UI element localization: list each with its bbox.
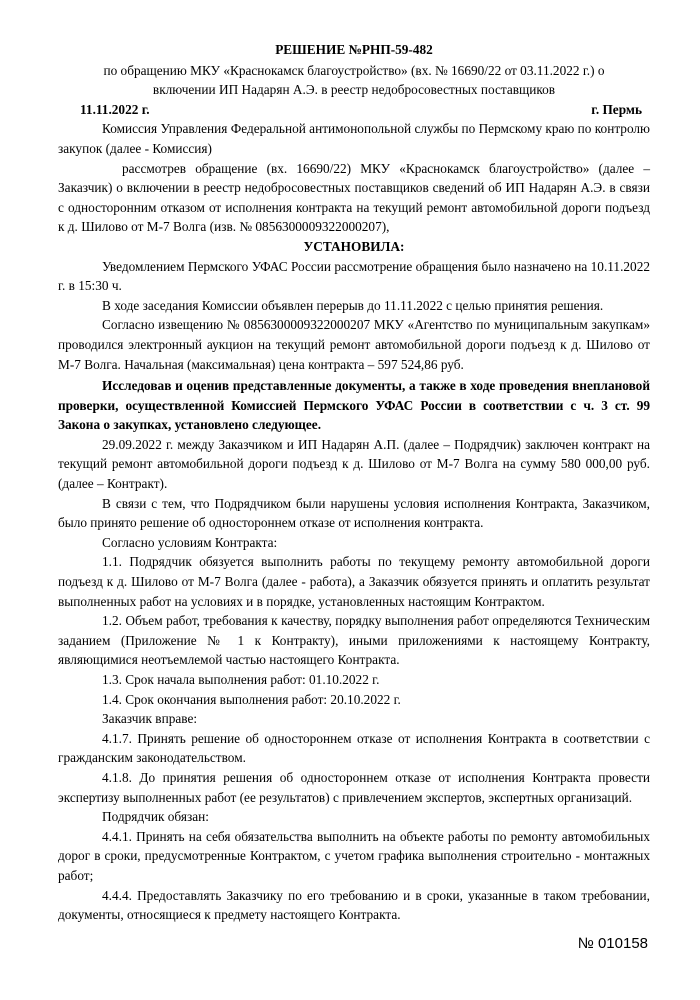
- clause-4-1-7: 4.1.7. Принять решение об одностороннем отказе от исполнения Контракта в соответствии с гражданским законодательством.: [58, 730, 650, 766]
- paragraph-contract-terms: Согласно условиям Контракта:: [102, 534, 278, 550]
- paragraph-violation: В связи с тем, что Подрядчиком были нарушены условия исполнения Контракта, Заказчиком, было принято решение об одностороннем отказе от исполнения контракта.: [58, 495, 650, 531]
- decision-city: г. Пермь: [591, 101, 642, 117]
- customer-rights-heading: Заказчик вправе:: [102, 711, 198, 727]
- paragraph-commission: Комиссия Управления Федеральной антимонопольной службы по Пермскому краю по контролю закупок (далее - Комиссия): [58, 121, 650, 156]
- contractor-duties-heading: Подрядчик обязан:: [102, 809, 209, 825]
- paragraph-contract-concluded: 29.09.2022 г. между Заказчиком и ИП Надарян А.П. (далее – Подрядчик) заключен контракт на текущий ремонт автомобильной дороги подъезд к д. Шилово от М-7 Волга на сумму 580 000,00 руб. (далее – Контракт).: [58, 436, 650, 492]
- decision-subtitle-line-2: включении ИП Надарян А.Э. в реестр недобросовестных поставщиков: [152, 82, 556, 98]
- clause-4-1-8: 4.1.8. До принятия решения об одностороннем отказе от исполнения Контракта провести экспертизу выполненных работ (ее результатов) с привлечением экспертов, экспертных организаций.: [58, 769, 650, 805]
- document-page: [58, 40, 650, 925]
- paragraph-investigation: Исследовав и оценив представленные документы, а также в ходе проведения внеплановой проверки, осуществленной Комиссией Пермского УФАС России в соответствии с ч. 3 ст. 99 Закона о закупках, установлено следующее.: [58, 378, 650, 433]
- paragraph-considering: рассмотрев обращение (вх. 16690/22) МКУ «Краснокамск благоустройство» (далее – Заказчик) о включении в реестр недобросовестных поставщиков сведений об ИП Надарян А.Э. в связи с односторонним отказом от исполнения контракта на текущий ремонт автомобильной дороги подъезд к д. Шилово от М-7 Волга (изв. № 0856300009322000207),: [58, 160, 650, 235]
- section-heading-established: УСТАНОВИЛА:: [303, 238, 405, 254]
- decision-title: РЕШЕНИЕ №РНП-59-482: [275, 42, 433, 57]
- decision-date: 11.11.2022 г.: [80, 101, 150, 117]
- date-city-line: [58, 100, 650, 120]
- clause-1-3: 1.3. Срок начала выполнения работ: 01.10.2022 г.: [102, 672, 380, 687]
- clause-4-4-4: 4.4.4. Предоставлять Заказчику по его требованию и в сроки, указанные в таком требовании, документы, относящиеся к предмету настоящего Контракта.: [58, 887, 650, 923]
- clause-1-1: 1.1. Подрядчик обязуется выполнить работы по текущему ремонту автомобильной дороги подъезд к д. Шилово от М-7 Волга (далее - работа), а Заказчик обязуется принять и оплатить результат выполненных работ на условиях и в порядке, установленных настоящим Контрактом.: [58, 554, 650, 609]
- paragraph-notice: Уведомлением Пермского УФАС России рассмотрение обращения было назначено на 10.11.2022 г. в 15:30 ч.: [58, 258, 650, 294]
- document-number: № 010158: [577, 935, 648, 952]
- clause-1-4: 1.4. Срок окончания выполнения работ: 20.10.2022 г.: [102, 691, 401, 707]
- clause-4-4-1: 4.4.1. Принять на себя обязательства выполнить на объекте работы по ремонту автомобильных дорог в сроки, предусмотренные Контрактом, с учетом графика выполнения строительно - монтажных работ;: [58, 828, 650, 883]
- paragraph-break: В ходе заседания Комиссии объявлен перерыв до 11.11.2022 с целью принятия решения.: [102, 297, 604, 313]
- decision-subtitle-line-1: по обращению МКУ «Краснокамск благоустройство» (вх. № 16690/22 от 03.11.2022 г.) о: [103, 62, 605, 78]
- clause-1-2: 1.2. Объем работ, требования к качеству, порядку выполнения работ определяются Техническим заданием (Приложение № 1 к Контракту), иными приложениями к настоящему Контракту, являющимися неотъемлемой частью настоящего Контракта.: [58, 613, 650, 668]
- paragraph-auction: Согласно извещению № 0856300009322000207 МКУ «Агентство по муниципальным закупкам» проводился электронный аукцион на текущий ремонт автомобильной дороги подъезд к д. Шилово от М-7 Волга. Начальная (максимальная) цена контракта – 597 524,86 руб.: [58, 317, 650, 372]
